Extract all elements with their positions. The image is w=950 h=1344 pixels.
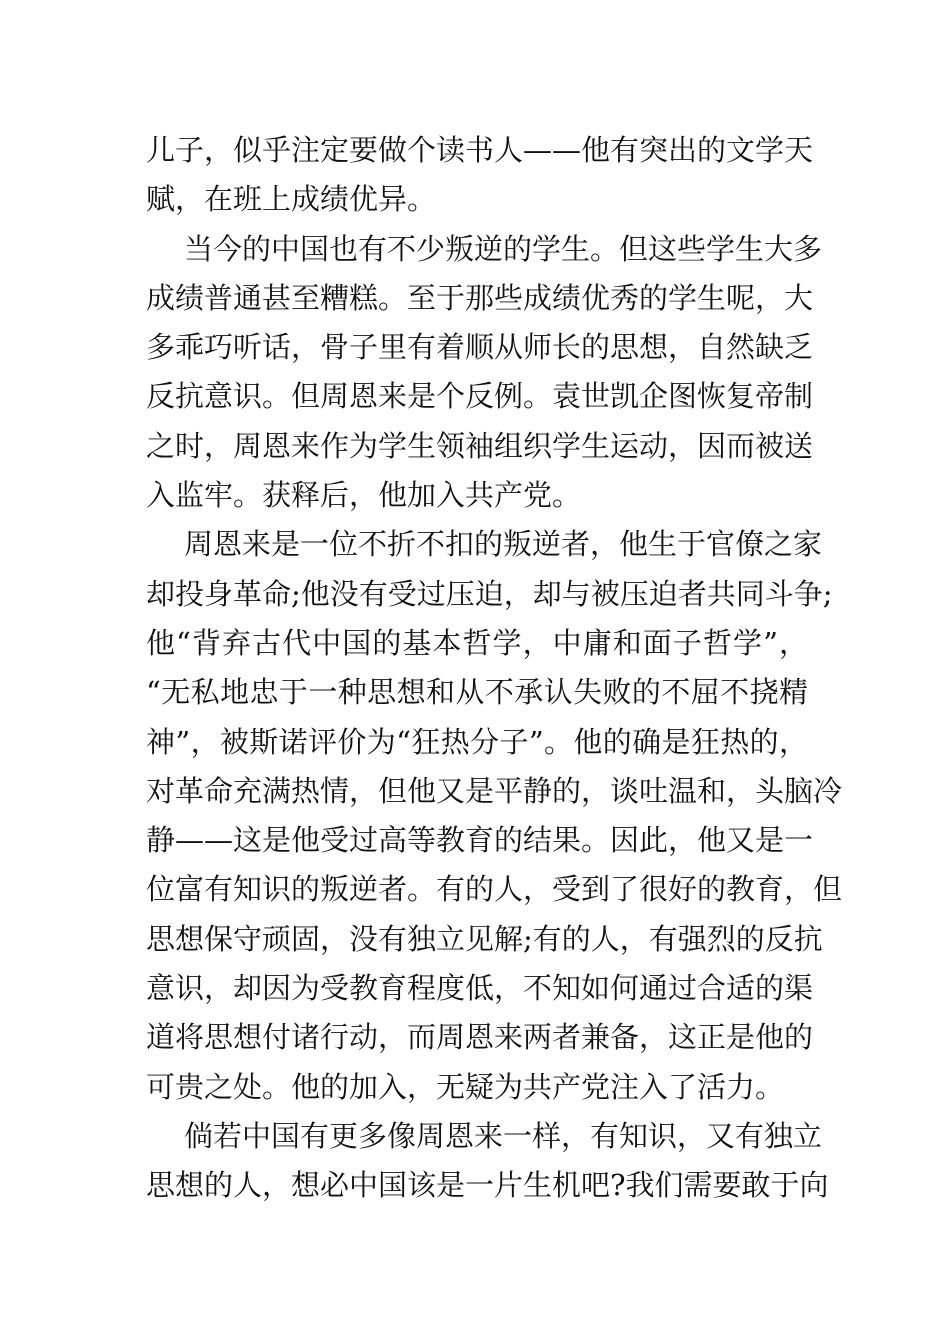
- text-line: 赋，在班上成绩优异。: [146, 182, 437, 217]
- text-line: 他“背弃古代中国的基本哲学，中庸和面子哲学”，: [146, 625, 808, 660]
- text-line: 入监牢。获释后，他加入共产党。: [146, 478, 582, 513]
- paragraph-4: [146, 1112, 829, 1211]
- text-line: 思想保守顽固，没有独立见解;有的人，有强烈的反抗: [146, 921, 823, 956]
- text-line: 思想的人，想必中国该是一片生机吧?我们需要敢于向: [146, 1168, 829, 1203]
- text-line: 周恩来是一位不折不扣的叛逆者，他生于官僚之家: [184, 527, 823, 562]
- text-line: 静——这是他受过高等教育的结果。因此，他又是一: [146, 823, 814, 858]
- text-line: 道将思想付诸行动，而周恩来两者兼备，这正是他的: [146, 1020, 814, 1055]
- text-line: 反抗意识。但周恩来是个反例。袁世凯企图恢复帝制: [146, 379, 814, 414]
- paragraph-2: [146, 225, 823, 521]
- paragraph-1: [146, 126, 814, 225]
- text-line: 儿子，似乎注定要做个读书人——他有突出的文学天: [146, 133, 814, 167]
- paragraph-3: [146, 520, 843, 1112]
- text-line: 位富有知识的叛逆者。有的人，受到了很好的教育，但: [146, 872, 843, 907]
- text-line: 当今的中国也有不少叛逆的学生。但这些学生大多: [184, 231, 823, 266]
- text-line: “无私地忠于一种思想和从不承认失败的不屈不挠精: [146, 675, 808, 710]
- text-line: 多乖巧听话，骨子里有着顺从师长的思想，自然缺乏: [146, 330, 814, 365]
- text-line: 对革命充满热情，但他又是平静的，谈吐温和，头脑冷: [146, 773, 843, 808]
- text-line: 成绩普通甚至糟糕。至于那些成绩优秀的学生呢，大: [146, 280, 814, 315]
- text-line: 意识，却因为受教育程度低，不知如何通过合适的渠: [146, 971, 814, 1006]
- text-line: 可贵之处。他的加入，无疑为共产党注入了活力。: [146, 1069, 785, 1104]
- document-body: [146, 126, 843, 1211]
- text-line: 神”，被斯诺评价为“狂热分子”。他的确是狂热的，: [146, 724, 808, 759]
- text-line: 之时，周恩来作为学生领袖组织学生运动，因而被送: [146, 428, 814, 463]
- text-line: 倘若中国有更多像周恩来一样，有知识，又有独立: [184, 1118, 823, 1153]
- text-line: 却投身革命;他没有受过压迫，却与被压迫者共同斗争;: [146, 576, 833, 611]
